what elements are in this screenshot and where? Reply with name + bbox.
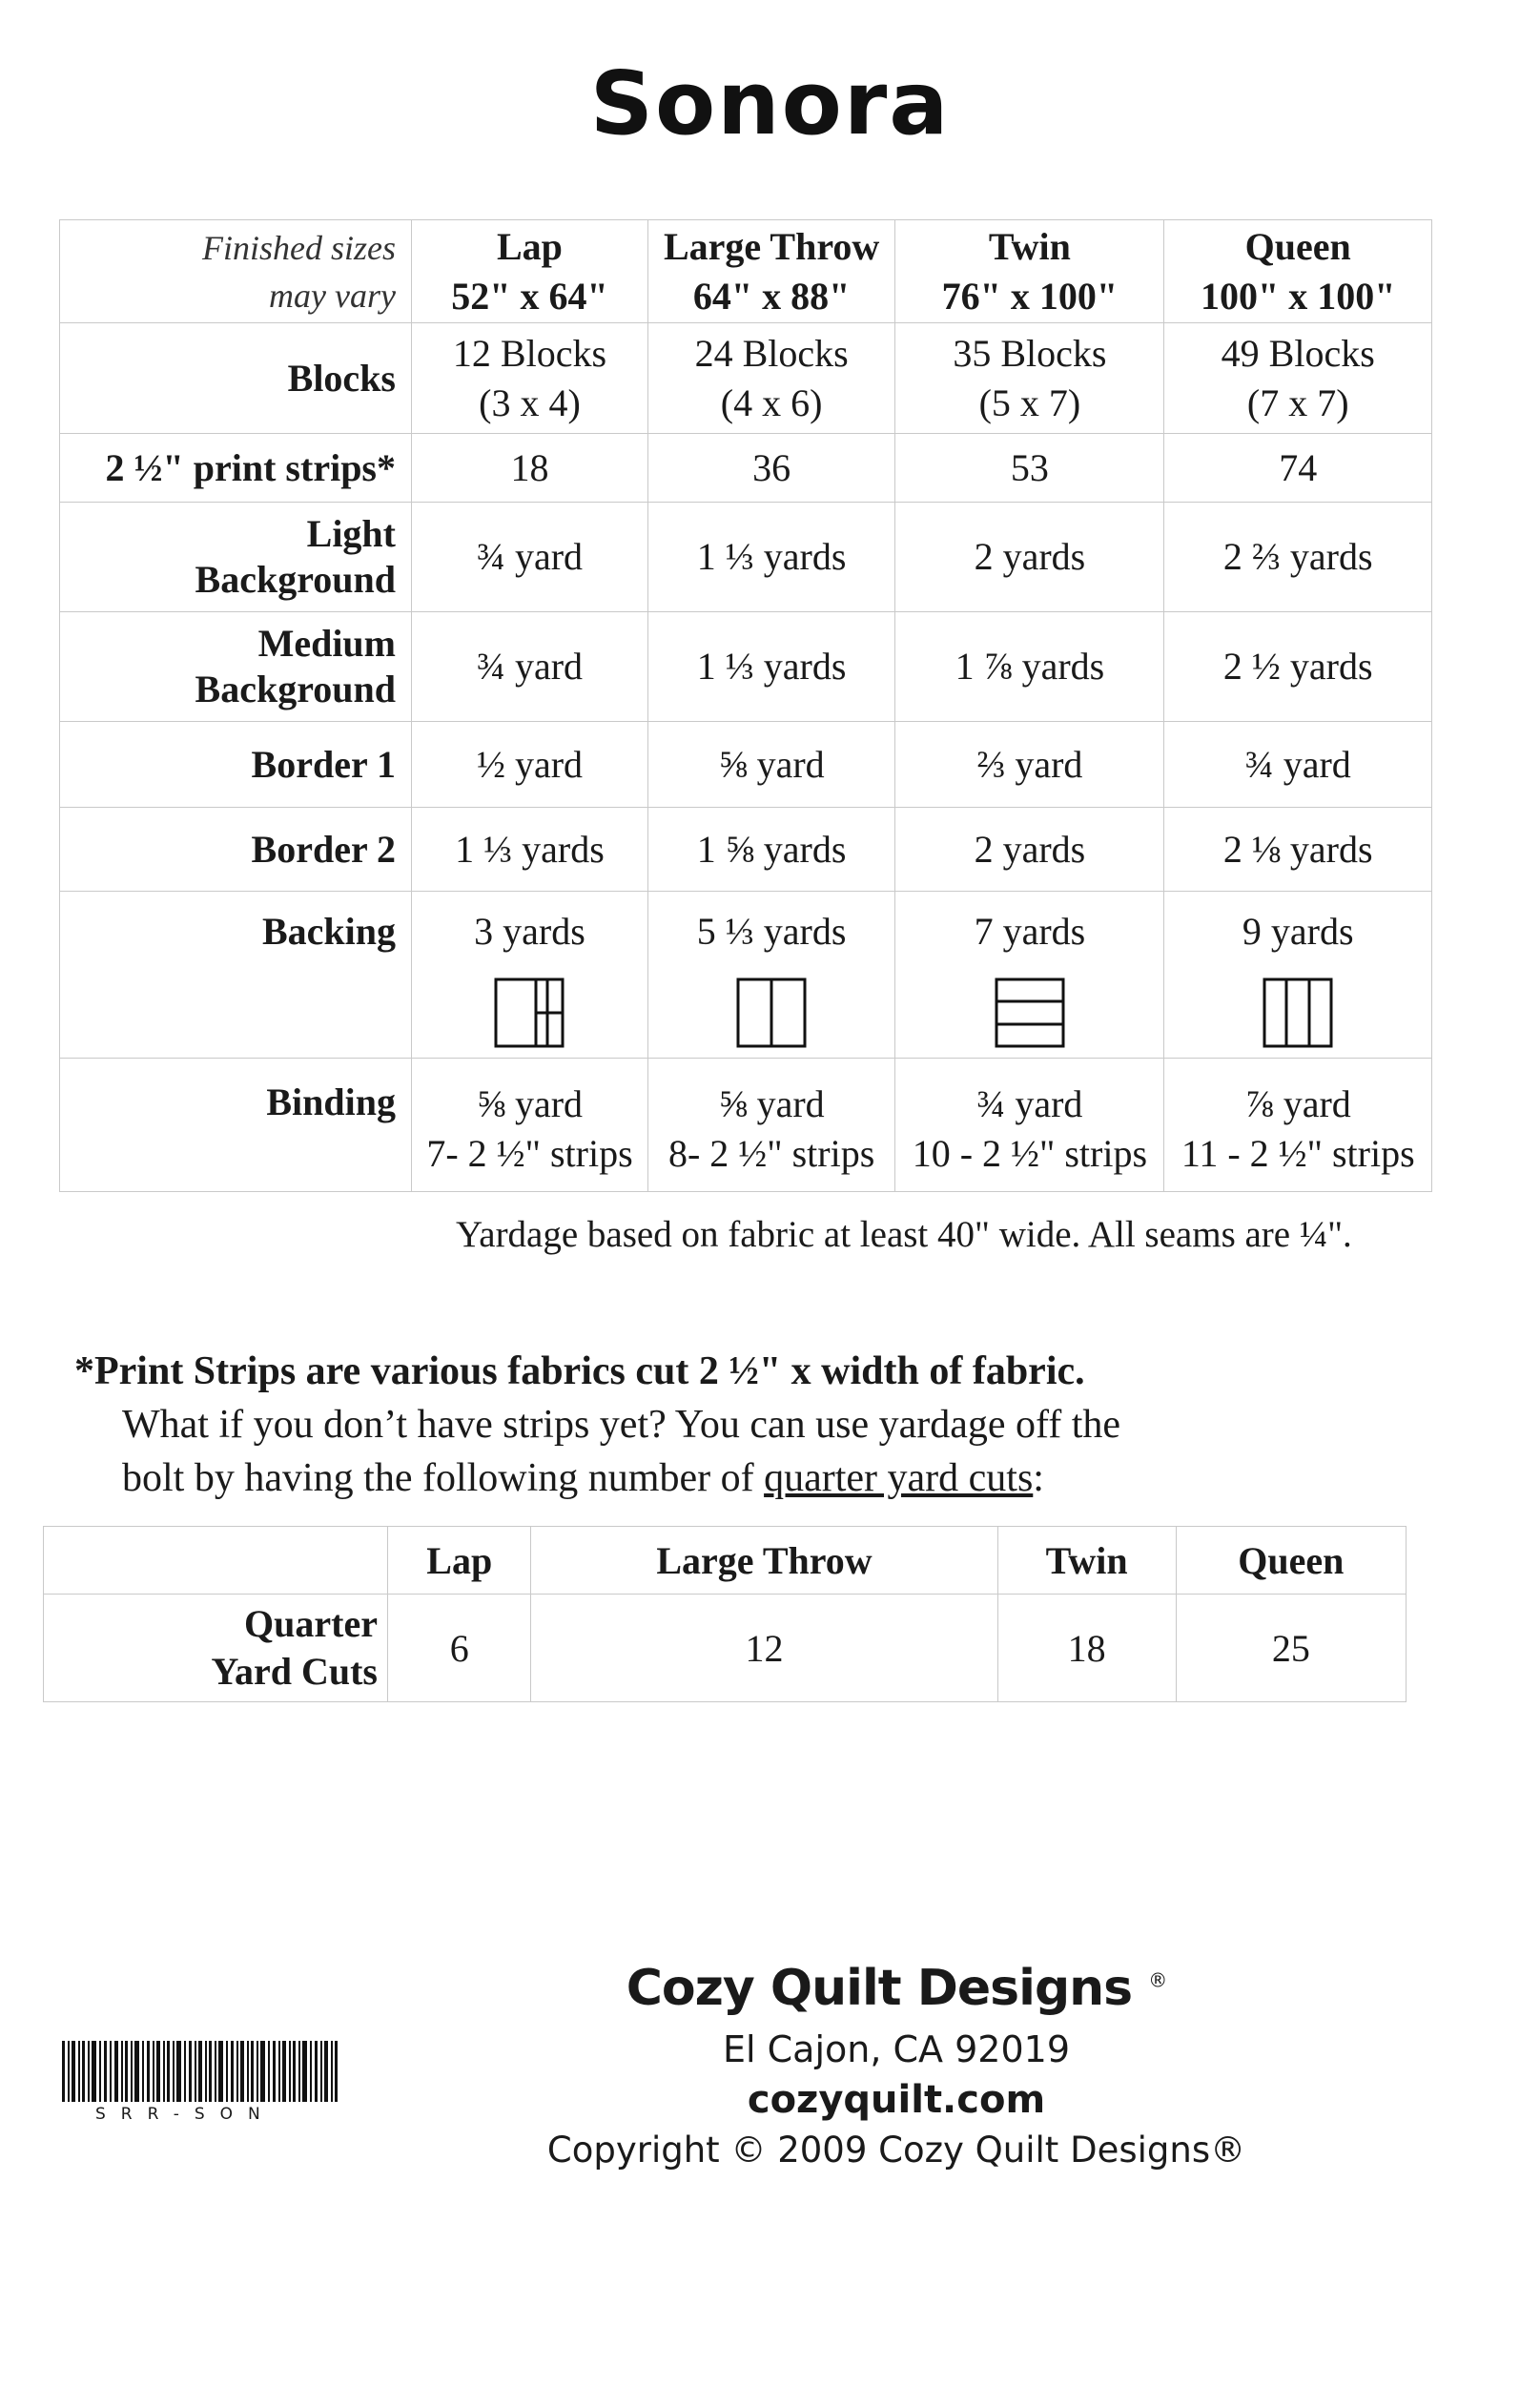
table-cell: 1 ⅓ yards <box>647 612 894 722</box>
size-name: Lap <box>497 224 563 268</box>
table-row-medium-background <box>60 612 1432 722</box>
quarter-values-row <box>44 1595 1407 1702</box>
binding-yardage: ¾ yard <box>976 1081 1083 1125</box>
size-large-throw <box>647 220 894 323</box>
table-cell: 2 ⅛ yards <box>1164 808 1432 892</box>
header-cell: Twin <box>997 1527 1176 1595</box>
table-cell <box>1164 892 1432 1059</box>
fabric-requirements-table <box>59 219 1432 1192</box>
size-name: Twin <box>988 224 1071 268</box>
binding-strips: 11 - 2 ½" strips <box>1181 1131 1415 1175</box>
row-label: Border 1 <box>60 722 412 808</box>
header-cell: Large Throw <box>531 1527 997 1595</box>
table-cell <box>895 1059 1164 1192</box>
backing-yardage: 5 ⅓ yards <box>696 910 847 953</box>
backing-vertical-two-icon <box>736 977 807 1048</box>
table-cell: ⅔ yard <box>895 722 1164 808</box>
size-lap <box>412 220 648 323</box>
backing-yardage: 3 yards <box>474 910 585 953</box>
backing-two-panel-icon <box>494 977 565 1048</box>
table-row-backing <box>60 892 1432 1059</box>
finished-sizes-label <box>60 220 412 323</box>
quarter-header-row <box>44 1527 1407 1595</box>
finished-label-line-2: may vary <box>269 276 396 315</box>
table-cell: ¾ yard <box>412 503 648 612</box>
company-name-text: Cozy Quilt Designs <box>626 1960 1133 2017</box>
table-cell <box>647 1059 894 1192</box>
table-cell <box>895 323 1164 434</box>
header-cell: Lap <box>388 1527 531 1595</box>
table-cell: ⅝ yard <box>647 722 894 808</box>
page-title: Sonora <box>589 52 951 154</box>
cell-line: 49 Blocks <box>1221 331 1375 375</box>
cell-line: (4 x 6) <box>720 381 823 424</box>
size-dims: 52" x 64" <box>451 274 608 318</box>
table-cell <box>895 892 1164 1059</box>
company-name <box>534 1960 1259 2017</box>
cell-line: 35 Blocks <box>953 331 1107 375</box>
company-website: cozyquilt.com <box>747 2078 1046 2122</box>
table-cell: 2 yards <box>895 808 1164 892</box>
table-cell: 6 <box>388 1595 531 1702</box>
company-address: El Cajon, CA 92019 <box>722 2028 1070 2070</box>
publisher-footer <box>534 1960 1259 2171</box>
table-cell: ¾ yard <box>412 612 648 722</box>
table-cell <box>412 1059 648 1192</box>
line-text: bolt by having the following number of <box>122 1456 765 1500</box>
row-label <box>44 1595 388 1702</box>
row-label-line: Light <box>306 512 396 555</box>
table-cell: 25 <box>1176 1595 1406 1702</box>
backing-yardage: 9 yards <box>1242 910 1354 953</box>
cell-line: 24 Blocks <box>694 331 849 375</box>
table-cell: 18 <box>412 434 648 503</box>
table-row-print-strips <box>60 434 1432 503</box>
row-label: Blocks <box>60 323 412 434</box>
table-cell: 1 ⅓ yards <box>647 503 894 612</box>
table-row-border-2 <box>60 808 1432 892</box>
row-label: Binding <box>60 1059 412 1192</box>
row-label: Border 2 <box>60 808 412 892</box>
quarter-yard-cuts-text: quarter yard cuts <box>764 1456 1034 1500</box>
backing-horizontal-three-icon <box>995 977 1065 1048</box>
cell-line: (5 x 7) <box>978 381 1081 424</box>
table-cell: ½ yard <box>412 722 648 808</box>
yardage-note: Yardage based on fabric at least 40" wide. All seams are ¼". <box>456 1214 1352 1255</box>
table-cell <box>1164 1059 1432 1192</box>
table-row-binding <box>60 1059 1432 1192</box>
print-strips-note <box>74 1345 1505 1505</box>
backing-vertical-three-icon <box>1263 977 1333 1048</box>
table-cell <box>647 892 894 1059</box>
table-row-border-1 <box>60 722 1432 808</box>
cell-line: (3 x 4) <box>479 381 581 424</box>
table-cell: 53 <box>895 434 1164 503</box>
table-cell: 1 ⅝ yards <box>647 808 894 892</box>
table-cell: 74 <box>1164 434 1432 503</box>
table-cell: 2 ⅔ yards <box>1164 503 1432 612</box>
size-dims: 100" x 100" <box>1201 274 1396 318</box>
table-cell: 1 ⅞ yards <box>895 612 1164 722</box>
table-cell <box>412 323 648 434</box>
quarter-yard-cuts-table <box>43 1526 1407 1702</box>
empty-header-cell <box>44 1527 388 1595</box>
row-label-line: Quarter <box>244 1602 378 1645</box>
line-text: : <box>1033 1456 1044 1500</box>
binding-strips: 7- 2 ½" strips <box>426 1131 633 1175</box>
binding-yardage: ⅝ yard <box>718 1081 825 1125</box>
finished-label-line-1: Finished sizes <box>202 228 396 267</box>
size-dims: 76" x 100" <box>941 274 1119 318</box>
table-row-blocks <box>60 323 1432 434</box>
registered-mark: ® <box>1148 1968 1167 1992</box>
print-strips-body-line-2 <box>74 1451 1505 1505</box>
size-header-row <box>60 220 1432 323</box>
cell-line: 12 Blocks <box>452 331 607 375</box>
size-twin <box>895 220 1164 323</box>
table-cell <box>647 323 894 434</box>
table-cell: ¾ yard <box>1164 722 1432 808</box>
print-strips-body-line-1: What if you don’t have strips yet? You can use yardage off the <box>122 1403 1121 1447</box>
table-cell <box>1164 323 1432 434</box>
table-cell: 36 <box>647 434 894 503</box>
row-label <box>60 612 412 722</box>
table-cell: 1 ⅓ yards <box>412 808 648 892</box>
table-cell: 2 yards <box>895 503 1164 612</box>
barcode-number: SRR-SON <box>95 2105 276 2124</box>
size-name: Queen <box>1244 224 1351 268</box>
barcode-icon <box>62 2041 339 2102</box>
row-label-line: Background <box>195 668 396 710</box>
binding-yardage: ⅞ yard <box>1244 1081 1351 1125</box>
table-cell: 12 <box>531 1595 997 1702</box>
binding-strips: 8- 2 ½" strips <box>667 1131 875 1175</box>
binding-yardage: ⅝ yard <box>476 1081 584 1125</box>
binding-strips: 10 - 2 ½" strips <box>912 1131 1148 1175</box>
row-label-line: Yard Cuts <box>211 1650 378 1693</box>
size-name: Large Throw <box>663 224 880 268</box>
row-label <box>60 503 412 612</box>
row-label: Backing <box>60 892 412 1059</box>
row-label: 2 ½" print strips* <box>60 434 412 503</box>
table-cell: 18 <box>997 1595 1176 1702</box>
table-row-light-background <box>60 503 1432 612</box>
size-dims: 64" x 88" <box>692 274 851 318</box>
table-cell: 2 ½ yards <box>1164 612 1432 722</box>
table-cell <box>412 892 648 1059</box>
print-strips-heading: *Print Strips are various fabrics cut 2 ½" x width of fabric. <box>74 1349 1085 1393</box>
header-cell: Queen <box>1176 1527 1406 1595</box>
row-label-line: Medium <box>257 622 396 665</box>
backing-yardage: 7 yards <box>974 910 1086 953</box>
cell-line: (7 x 7) <box>1246 381 1349 424</box>
row-label-line: Background <box>195 558 396 601</box>
size-queen <box>1164 220 1432 323</box>
copyright-notice: Copyright © 2009 Cozy Quilt Designs® <box>546 2130 1246 2171</box>
